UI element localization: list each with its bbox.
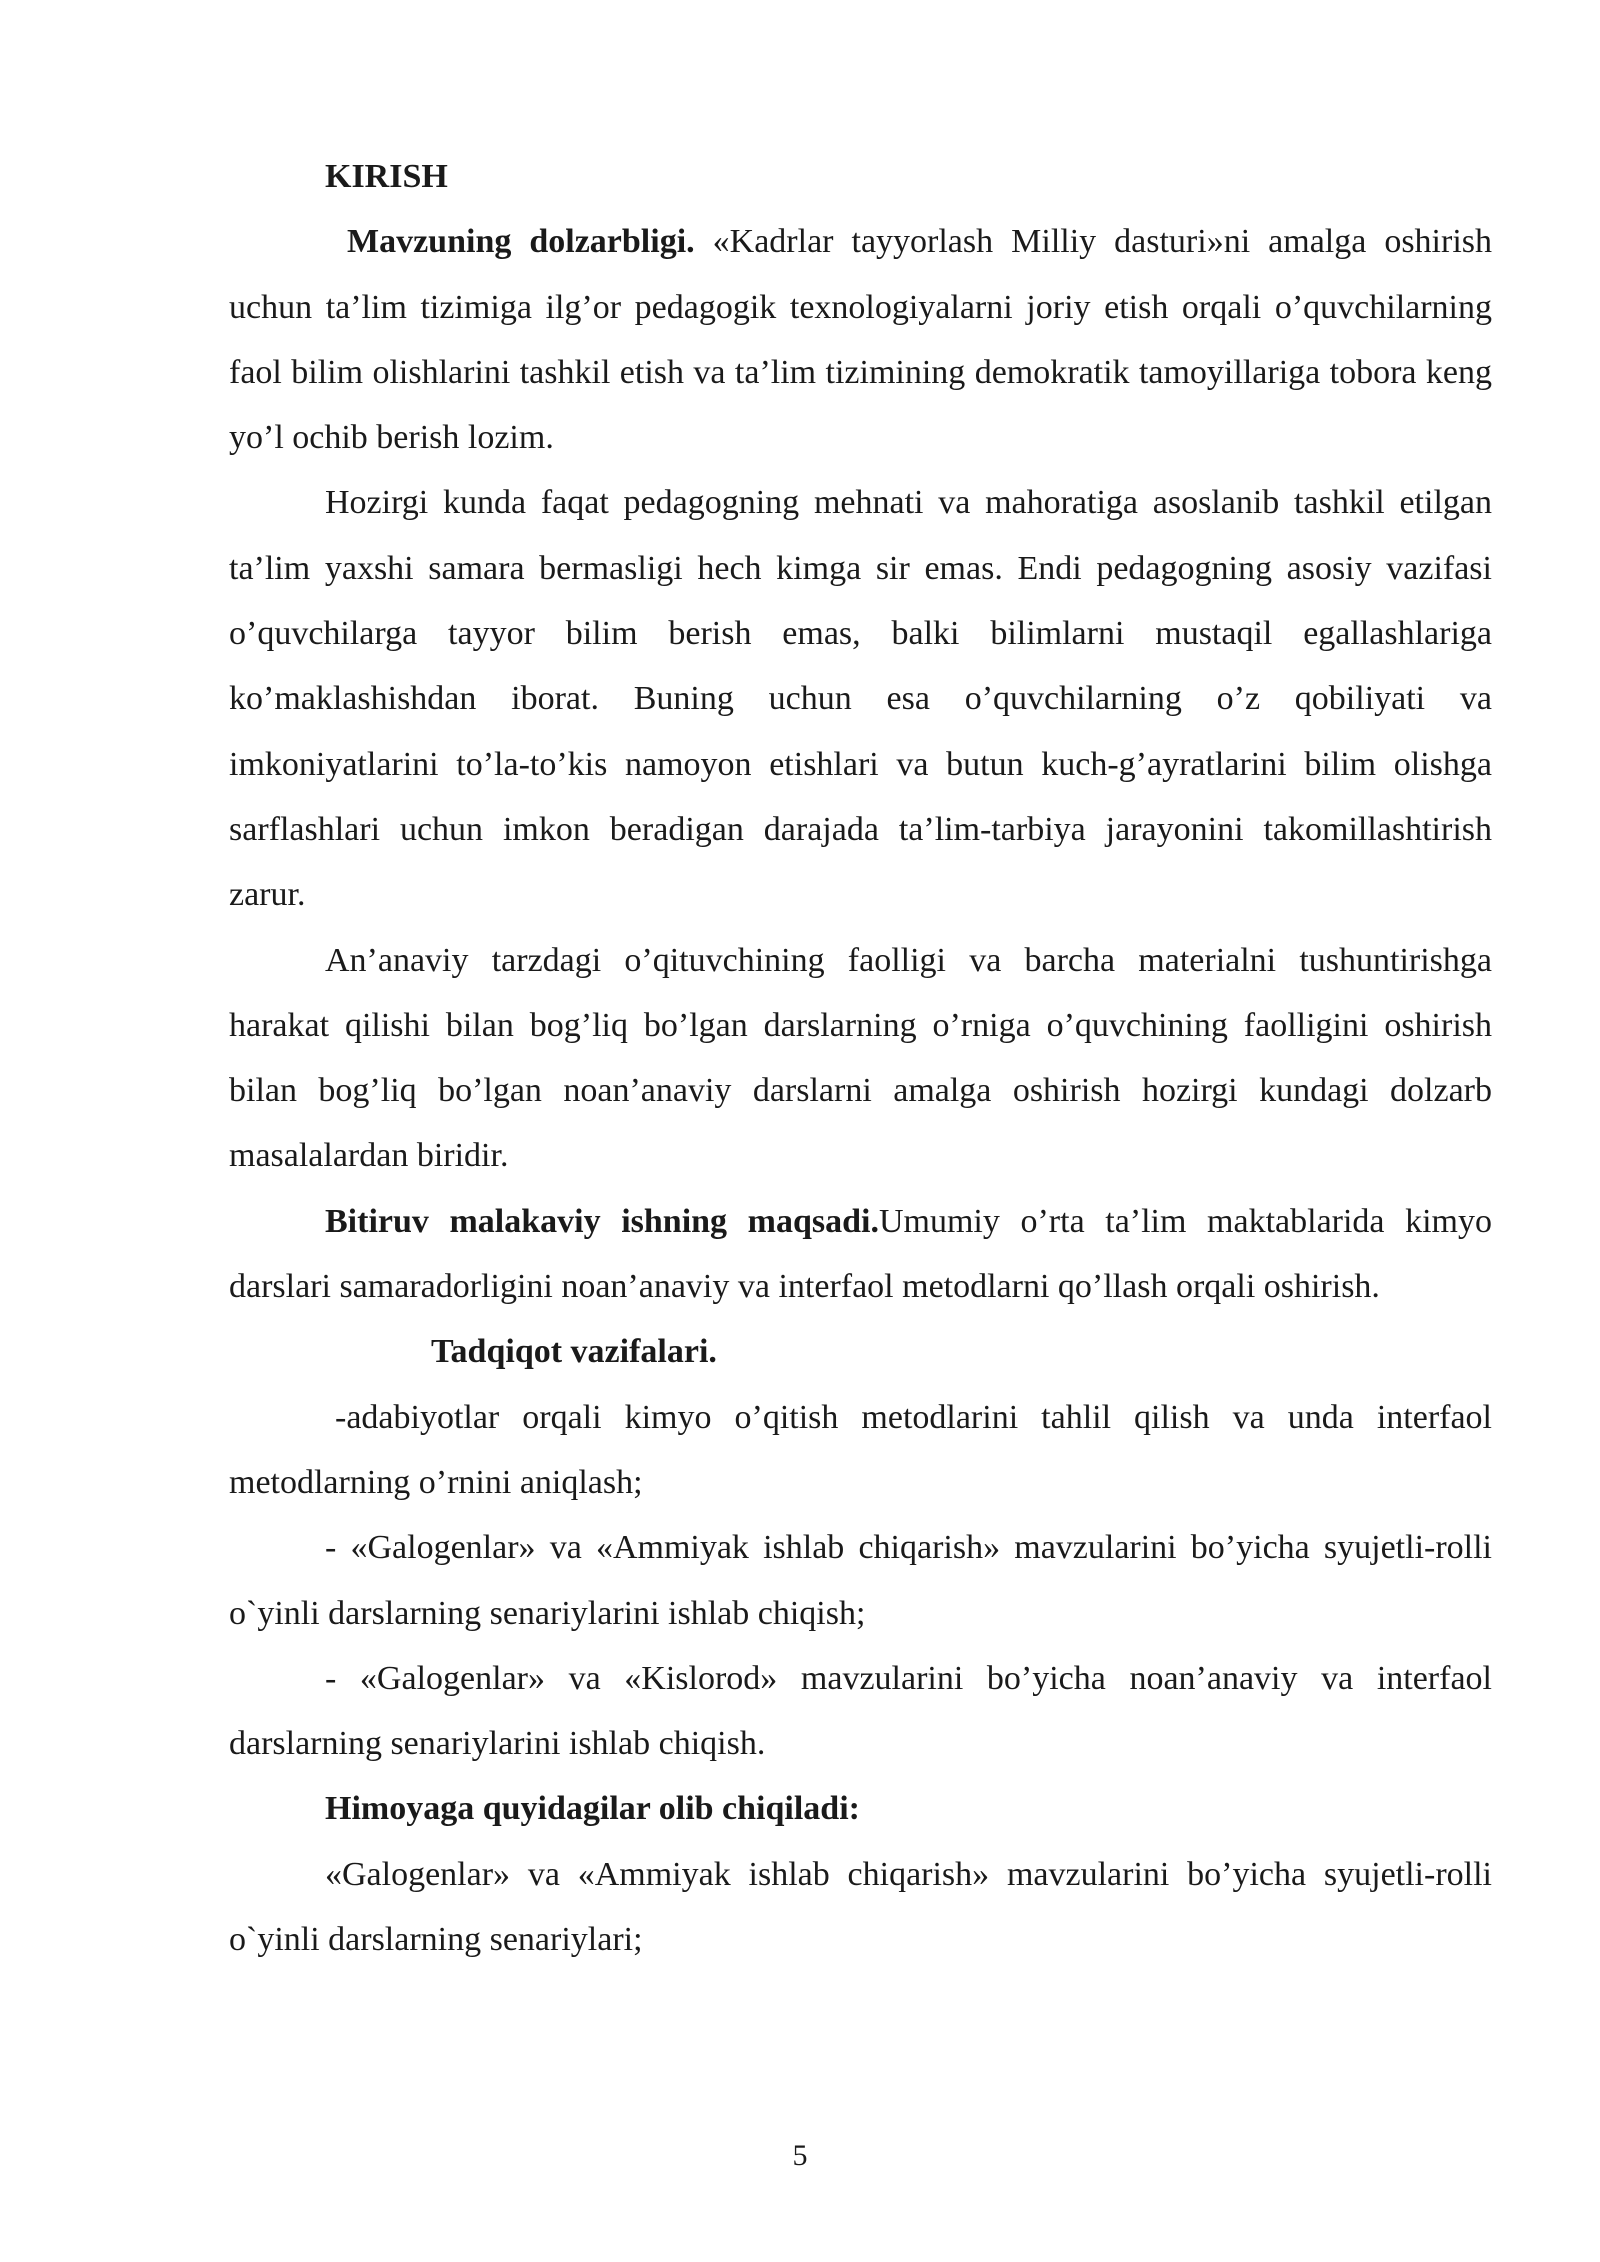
section-heading: KIRISH bbox=[325, 158, 448, 195]
task-item: -adabiyotlar orqali kimyo o’qitish metodlarini tahlil qilish va unda interfaol metodlarning o’rnini aniqlash; bbox=[229, 1398, 1492, 1501]
paragraph-text: «Kadrlar tayyorlash Milliy dasturi»ni amalga oshirish uchun ta’lim tizimiga ilg’or pedagogik texnologiyalarni joriy etish orqali o’quvchilarning faol bilim olishlarini tashkil etish va ta’lim tizimining demokratik tamoyillariga tobora keng yo’l ochib berish lozim. bbox=[229, 223, 1493, 457]
paragraph-text: An’anaviy tarzdagi o’qituvchining faolligi va barcha materialni tushuntirishga harakat qilishi bilan bog’liq bo’lgan darslarning o’rniga o’quvchining faolligini oshirish bilan bog’liq bo’lgan noan’anaviy darslarni amalga oshirish hozirgi kundagi dolzarb masalalardan biridir. bbox=[229, 941, 1492, 1175]
task-item: - «Galogenlar» va «Kislorod» mavzularini bo’yicha noan’anaviy va interfaol darslarning senariylarini ishlab chiqish. bbox=[229, 1659, 1492, 1763]
paragraph-goal bbox=[229, 1189, 1492, 1320]
paragraph-lead: Bitiruv malakaviy ishning maqsadi. bbox=[325, 1202, 879, 1240]
document-body bbox=[229, 144, 1492, 1972]
defense-item: «Galogenlar» va «Ammiyak ishlab chiqarish» mavzularini bo’yicha syujetli-rolli o`yinli darslarning senariylari; bbox=[229, 1855, 1492, 1959]
defense-heading: Himoyaga quyidagilar olib chiqiladi: bbox=[325, 1790, 860, 1828]
task-item: - «Galogenlar» va «Ammiyak ishlab chiqarish» mavzularini bo’yicha syujetli-rolli o`yinli darslarning senariylarini ishlab chiqish; bbox=[229, 1529, 1492, 1632]
paragraph-text: Umumiy o’rta ta’lim maktablarida kimyo darslari samaradorligini noan’anaviy va interfaol metodlarni qo’llash orqali oshirish. bbox=[229, 1202, 1493, 1306]
paragraph-relevance bbox=[229, 209, 1492, 470]
page-number: 5 bbox=[792, 2139, 808, 2172]
paragraph-text: Hozirgi kunda faqat pedagogning mehnati va mahoratiga asoslanib tashkil etilgan ta’lim yaxshi samara bermasligi hech kimga sir emas. Endi pedagogning asosiy vazifasi o’quvchilarga tayyor bilim berish emas, balki bilimlarni mustaqil egallashlariga ko’maklashishdan iborat. Buning uchun esa o’quvchilarning o’z qobiliyati va imkoniyatlarini to’la-to’kis namoyon etishlari va butun kuch-g’ayratlarini bilim olishga sarflashlari uchun imkon beradigan darajada ta’lim-tarbiya jarayonini takomillashtirish zarur. bbox=[229, 484, 1492, 914]
paragraph-lead: Mavzuning dolzarbligi. bbox=[347, 223, 695, 261]
tasks-heading: Tadqiqot vazifalari. bbox=[431, 1333, 717, 1371]
